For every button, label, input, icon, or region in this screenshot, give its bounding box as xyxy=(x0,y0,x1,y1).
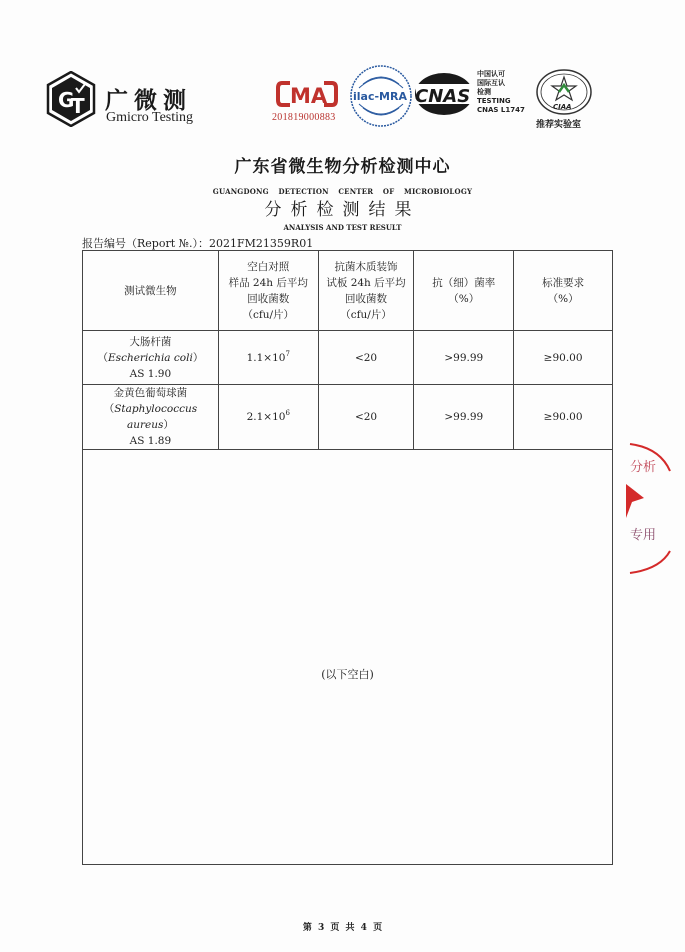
sample-count-cell: <20 xyxy=(318,331,414,385)
document-title-en: ANALYSIS AND TEST RESULT xyxy=(283,223,402,232)
ciaa-logo-icon xyxy=(535,68,593,116)
header-rate: 抗（细）菌率 （%） xyxy=(414,251,514,331)
header-sample: 抗菌木质装饰 试板 24h 后平均 回收菌数 （cfu/片） xyxy=(318,251,414,331)
blank-below-note: (以下空白) xyxy=(321,667,374,681)
org-name-cn: 广东省微生物分析检测中心 xyxy=(234,157,451,177)
svg-text:CNAS: CNAS xyxy=(415,86,471,107)
antibacterial-rate-cell: >99.99 xyxy=(414,331,514,385)
svg-text:G: G xyxy=(58,88,75,112)
brand-name-cn: 广微测 xyxy=(105,88,192,114)
ciaa-caption: 推荐实验室 xyxy=(536,120,582,130)
antibacterial-rate-cell: >99.99 xyxy=(414,385,514,450)
svg-text:专用: 专用 xyxy=(630,528,657,543)
page-number: 第 3 页 共 4 页 xyxy=(302,923,383,933)
svg-text:T: T xyxy=(71,94,85,118)
sample-count-cell: <20 xyxy=(318,385,414,450)
svg-text:CIAA: CIAA xyxy=(553,103,572,111)
svg-text:MA: MA xyxy=(290,84,328,108)
control-count-cell: $1.1\times 10^7$ xyxy=(218,331,318,385)
header-organism: 测试微生物 xyxy=(83,251,219,331)
table-row xyxy=(83,331,613,385)
cnas-accreditation-text: 中国认可 国际互认 检测 TESTING CNAS L1747 xyxy=(477,70,525,114)
table-row xyxy=(83,385,613,450)
organism-cell: 金黄色葡萄球菌 （Staphylococcus aureus） AS 1.89 xyxy=(83,385,219,450)
cma-logo-icon xyxy=(276,80,338,108)
table-header-row xyxy=(83,251,613,331)
header-control: 空白对照 样品 24h 后平均 回收菌数 （cfu/片） xyxy=(218,251,318,331)
report-number xyxy=(82,235,313,251)
gt-hexagon-logo-icon xyxy=(46,71,96,127)
standard-cell: ≥90.00 xyxy=(514,385,613,450)
ilac-mra-logo-icon xyxy=(349,64,413,128)
blank-row xyxy=(83,450,613,865)
report-number-label: 报告编号（Report №.）： xyxy=(82,237,210,250)
cnas-logo-icon xyxy=(414,72,474,116)
org-name-en: GUANGDONG DETECTION CENTER OF MICROBIOLOGY xyxy=(212,187,473,196)
header-standard: 标准要求 （%） xyxy=(514,251,613,331)
official-seal-stamp-icon xyxy=(620,436,685,581)
brand-name-en: Gmicro Testing xyxy=(106,110,194,125)
organism-cell: 大肠杆菌 （Escherichia coli） AS 1.90 xyxy=(83,331,219,385)
svg-text:分析: 分析 xyxy=(630,460,657,475)
report-number-value: 2021FM21359R01 xyxy=(209,237,314,250)
results-table xyxy=(82,250,613,865)
cma-number: 201819000883 xyxy=(272,112,336,123)
standard-cell: ≥90.00 xyxy=(514,331,613,385)
control-count-cell: $2.1\times 10^6$ xyxy=(218,385,318,450)
svg-text:ilac-MRA: ilac-MRA xyxy=(353,90,407,103)
document-title-cn: 分析检测结果 xyxy=(264,200,421,220)
